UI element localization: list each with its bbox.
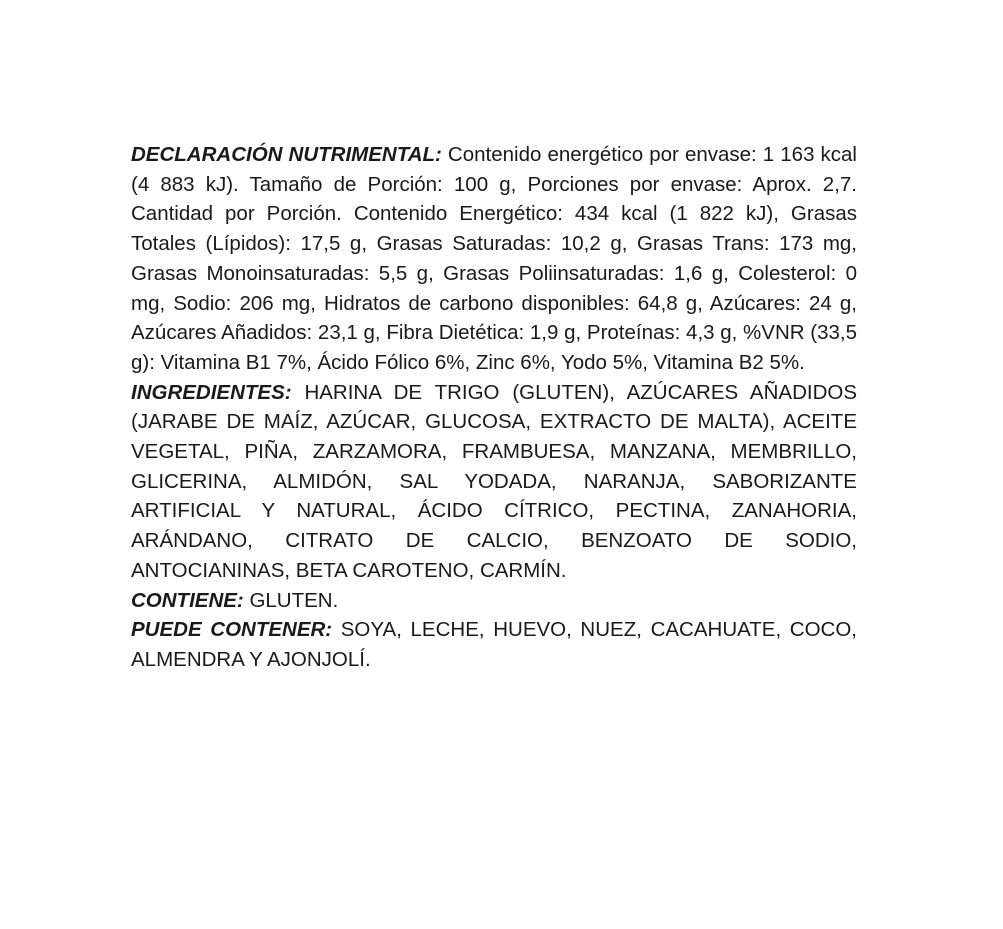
contains-heading: CONTIENE: [131,588,244,612]
allergen-may-contain [131,615,857,674]
ingredients-list [131,378,857,586]
nutrition-declaration [131,140,857,378]
may-contain-body: SOYA, LECHE, HUEVO, NUEZ, CACAHUATE, COCO, ALMENDRA Y AJONJOLÍ. [131,618,858,671]
product-label-text [131,140,857,675]
may-contain-heading: PUEDE CONTENER: [131,618,333,642]
contains-body: GLUTEN. [243,588,339,612]
nutrition-body: Contenido energético por envase: 1 163 kcal (4 883 kJ). Tamaño de Porción: 100 g, Porciones por envase: Aprox. 2,7. Cantidad por Porción. Contenido Energético: 434 kcal (1 822 kJ), Grasas Totales (Lípidos): 17,5 g, Grasas Saturadas: 10,2 g, Grasas Trans: 173 mg, Grasas Monoinsaturadas: 5,5 g, Grasas Poliinsaturadas: 1,6 g, Colesterol: 0 mg, Sodio: 206 mg, Hidratos de carbono disponibles: 64,8 g, Azúcares: 24 g, Azúcares Añadidos: 23,1 g, Fibra Dietética: 1,9 g, Proteínas: 4,3 g, %VNR (33,5 g): Vitamina B1 7%, Ácido Fólico 6%, Zinc 6%, Yodo 5%, Vitamina B2 5%. [131,143,857,374]
ingredients-body: HARINA DE TRIGO (GLUTEN), AZÚCARES AÑADIDOS (JARABE DE MAÍZ, AZÚCAR, GLUCOSA, EXTRACTO DE MALTA), ACEITE VEGETAL, PIÑA, ZARZAMORA, FRAMBUESA, MANZANA, MEMBRILLO, GLICERINA, ALMIDÓN, SAL YODADA, NARANJA, SABORIZANTE ARTIFICIAL Y NATURAL, ÁCIDO CÍTRICO, PECTINA, ZANAHORIA, ARÁNDANO, CITRATO DE CALCIO, BENZOATO DE SODIO, ANTOCIANINAS, BETA CAROTENO, CARMÍN. [131,380,857,582]
ingredients-heading: INGREDIENTES: [131,380,292,404]
allergen-contains [131,586,857,616]
nutrition-heading: DECLARACIÓN NUTRIMENTAL: [131,143,442,166]
